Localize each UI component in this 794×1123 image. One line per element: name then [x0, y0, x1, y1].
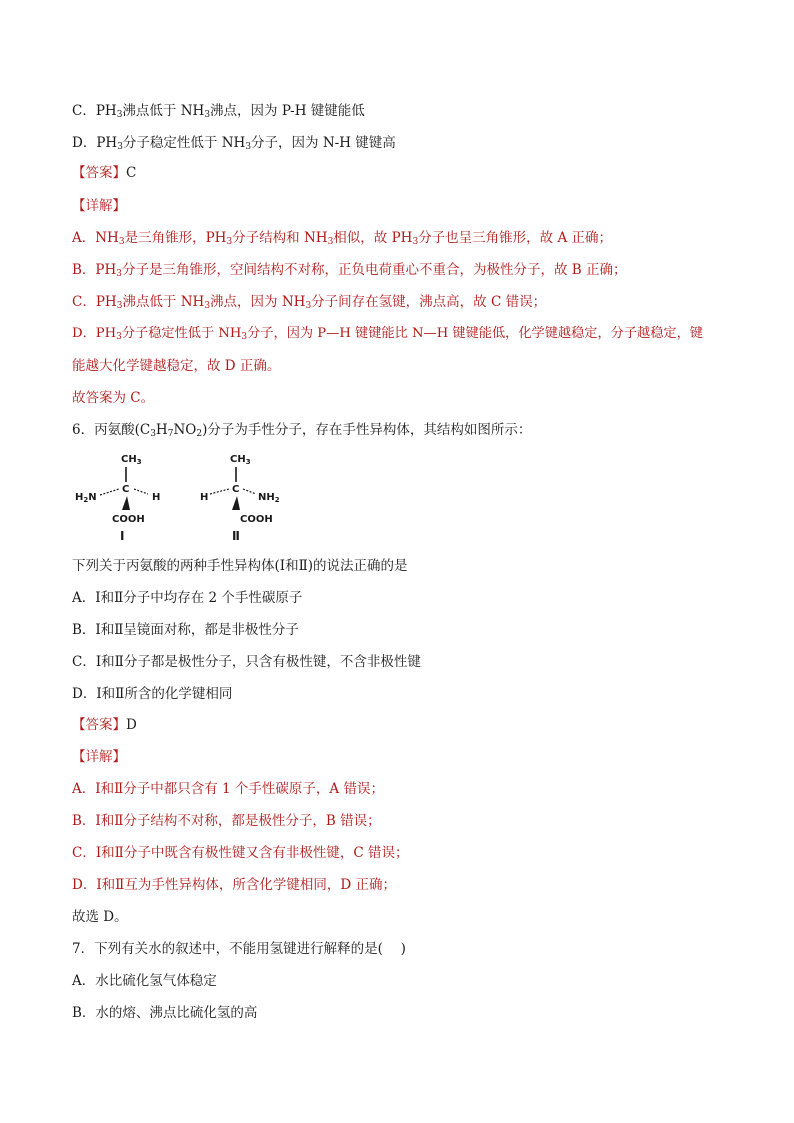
svg-text:H: H [152, 492, 161, 503]
detail-5-d: D．$PH_3$分子稳定性低于 $NH_3$分子，因为 P—H 键键能比 N—H 键键能低，化学键越稳定，分子越稳定，键 [72, 326, 703, 342]
detail-5-c: C．$PH_3$沸点低于 $NH_3$沸点，因为 $NH_3$分子间存在氢键，沸点高，故 C 错误； [72, 294, 547, 311]
q7-option-a: A．水比硫化氢气体稳定 [72, 973, 217, 989]
detail-5-b: B．$PH_3$分子是三角锥形，空间结构不对称，正负电荷重心不重合，为极性分子，故 B 正确； [72, 262, 627, 279]
detail-6-conclusion: 故选 D。 [72, 909, 128, 925]
detail-5-d-cont: 能越大化学键越稳定，故 D 正确。 [72, 358, 281, 374]
q7-option-b: B．水的熔、沸点比硫化氢的高 [72, 1005, 258, 1021]
isomer-1-label: Ⅰ [120, 529, 125, 543]
q6-stem: 6．丙氨酸$(C_3H_7NO_2)$分子为手性分子，存在手性异构体，其结构如图所示： [72, 422, 532, 439]
detail-6-a: A．Ⅰ和Ⅱ分子中都只含有 1 个手性碳原子，A 错误； [72, 781, 384, 797]
svg-text:H: H [200, 492, 209, 503]
isomer-2-label: Ⅱ [232, 529, 240, 543]
svg-text:NH2: $NH_2$ [258, 492, 280, 504]
answer-label-6: 【答案】 [72, 717, 126, 733]
svg-text:CH3: $CH_3$ [121, 454, 142, 466]
answer-6: 【答案】D [72, 717, 137, 733]
isomer-1-carbon: C [122, 484, 130, 495]
svg-text:COOH: COOH [240, 514, 273, 525]
answer-5: 【答案】C [72, 165, 137, 181]
prev-option-d: D．$PH_3$分子稳定性低于 $NH_3$分子，因为 N-H 键键高 [72, 135, 396, 152]
detail-6-d: D．Ⅰ和Ⅱ互为手性异构体，所含化学键相同，D 正确； [72, 877, 396, 893]
q7-stem: 7．下列有关水的叙述中，不能用氢键进行解释的是( ) [72, 941, 406, 957]
detail-5-conclusion: 故答案为 C。 [72, 390, 155, 406]
isomer-1 [75, 454, 160, 543]
q6-option-b: B．Ⅰ和Ⅱ呈镜面对称，都是非极性分子 [72, 622, 299, 638]
svg-text:CH3: $CH_3$ [230, 454, 251, 466]
detail-6-c: C．Ⅰ和Ⅱ分子中既含有极性键又含有非极性键，C 错误； [72, 845, 409, 861]
detail-label-6: 【详解】 [72, 749, 126, 765]
svg-text:COOH: COOH [112, 514, 145, 525]
prev-option-c: C．$PH_3$沸点低于 $NH_3$沸点，因为 P-H 键键能低 [72, 103, 365, 120]
q6-option-c: C．Ⅰ和Ⅱ分子都是极性分子，只含有极性键，不含非极性键 [72, 654, 421, 670]
isomer-2 [200, 454, 280, 543]
alanine-structure-figure [72, 452, 302, 544]
q6-option-a: A．Ⅰ和Ⅱ分子中均存在 2 个手性碳原子 [72, 590, 303, 606]
svg-text:H2N: $H_2N$ [75, 492, 97, 504]
isomer-2-carbon: C [232, 484, 240, 495]
q6-option-d: D．Ⅰ和Ⅱ所含的化学键相同 [72, 686, 233, 702]
detail-label-5: 【详解】 [72, 198, 126, 214]
detail-6-b: B．Ⅰ和Ⅱ分子结构不对称，都是极性分子，B 错误； [72, 813, 381, 829]
q6-question: 下列关于丙氨酸的两种手性异构体(Ⅰ和Ⅱ)的说法正确的是 [72, 558, 408, 574]
detail-5-a: A．$NH_3$是三角锥形，$PH_3$分子结构和 $NH_3$相似，故 $PH_3$分子也呈三角锥形，故 A 正确； [72, 230, 613, 247]
answer-label: 【答案】 [72, 165, 126, 181]
